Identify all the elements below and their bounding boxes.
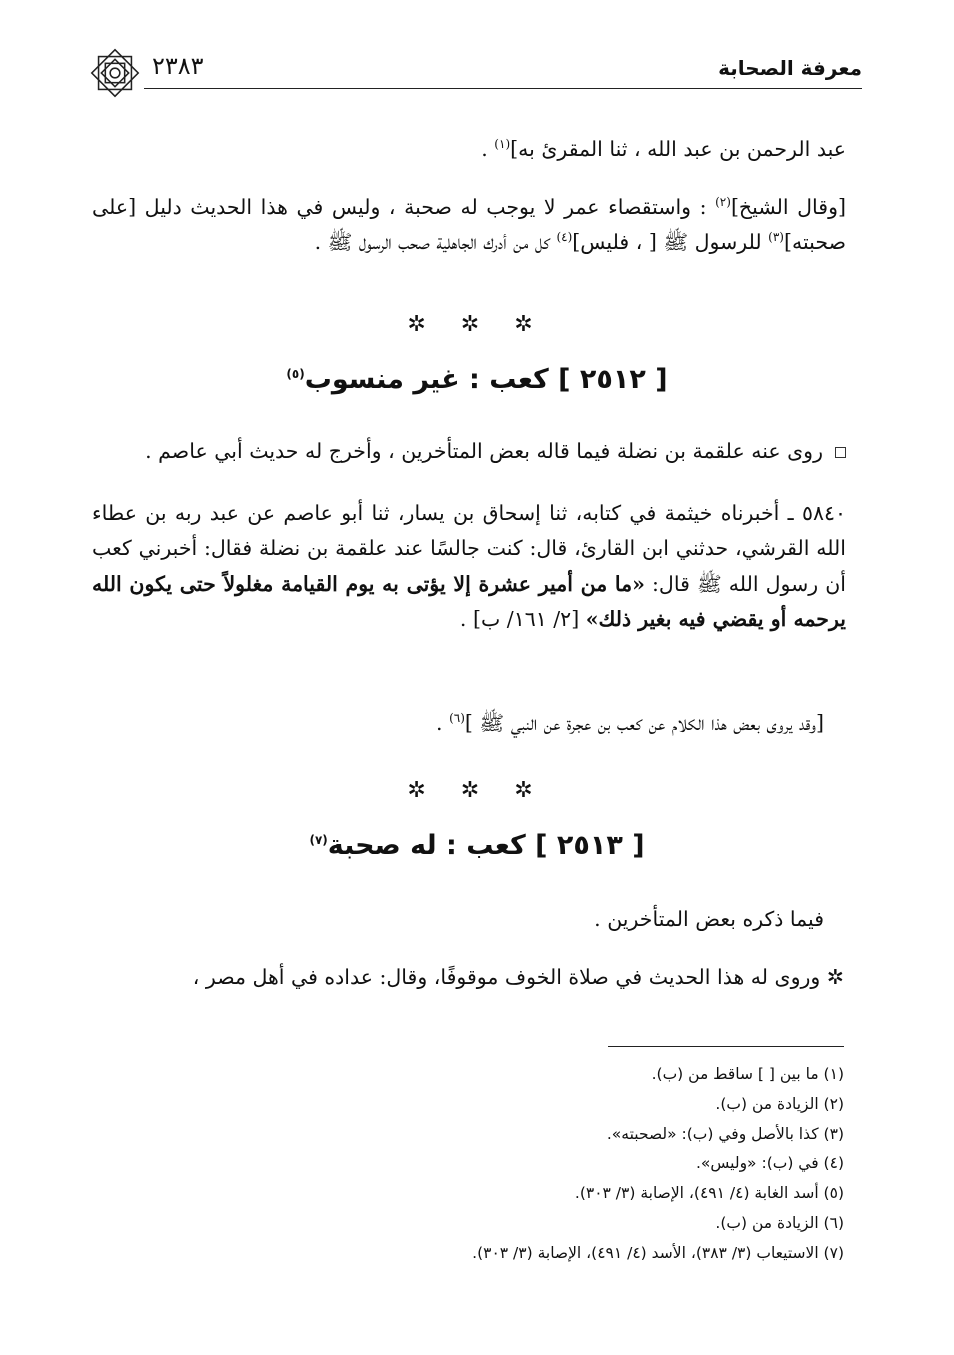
footnote-1: (١) ما بين [ ] ساقط من (ب). (651, 1065, 844, 1083)
paragraph-sheikh-comment (92, 190, 846, 260)
footnote-ref: (٣) (768, 230, 784, 245)
text-segment: [وقال الشيخ] (730, 195, 846, 219)
text-segment: [على صحبته] (92, 195, 846, 254)
hadith-matn: «ما من أمير عشرة إلا يؤتى به يوم القيامة مغلولاً حتى يكون الله يرحمه أو يقضي فيه بغير ذلك» (92, 571, 846, 631)
paragraph-tail: . (436, 711, 450, 735)
footnote-7: (٧) الاستيعاب (٣/ ٣٨٣)، الأسد (٤/ ٤٩١)، الإصابة (٣/ ٣٠٣). (472, 1243, 844, 1262)
page-number: ٢٣٨٣ (152, 52, 204, 80)
text-segment: : واستقصاء عمر لا يوجب له صحبة ، وليس في هذا الحديث دليل (144, 195, 716, 219)
paragraph-continuation (92, 132, 846, 167)
entry-heading-2513 (0, 830, 954, 861)
footnote-ref: (٧) (309, 833, 328, 847)
footnote-ref: (١) (494, 137, 511, 152)
paragraph-note (92, 706, 824, 741)
paragraph-narration (92, 434, 846, 469)
footnotes (300, 1060, 844, 1268)
text-segment: للرسول ﷺ [ ، فليس] (572, 229, 769, 254)
paragraph-text: [وقد يروى بعض هذا الكلام عن كعب بن عجرة عن النبي ﷺ ] (464, 711, 824, 735)
footnote-ref: (٤) (556, 230, 573, 245)
paragraph-text: فيما ذكره بعض المتأخرين . (594, 907, 824, 931)
entry-heading-2512 (0, 364, 954, 395)
footnote-3: (٣) كذا بالأصل وفي (ب): «لصحبته». (606, 1124, 844, 1143)
manuscript-ref: [٢/ ١٦١/ ب] . (459, 606, 586, 631)
footnote-ref: (٦) (449, 711, 465, 726)
section-separator: ✲ ✲ ✲ (407, 312, 547, 337)
footnote-rule (608, 1046, 844, 1047)
footnote-ref: (٢) (715, 195, 731, 210)
paragraph-text: روى عنه علقمة بن نضلة فيما قاله بعض المتأخرين ، وأخرج له حديث أبي عاصم . (145, 439, 823, 463)
header-rule (144, 88, 862, 89)
hadith-5840 (92, 496, 846, 637)
running-title: معرفة الصحابة (718, 56, 862, 80)
section-separator: ✲ ✲ ✲ (407, 778, 547, 803)
footnote-5: (٥) أسد الغابة (٤/ ٤٩١)، الإصابة (٣/ ٣٠٣). (574, 1184, 844, 1202)
paragraph-narration-2 (92, 960, 844, 995)
paragraph-text: عبد الرحمن بن عبد الله ، ثنا المقرئ به] (510, 137, 846, 161)
eight-point-star-icon (86, 44, 144, 102)
heading-text: [ ٢٥١٢ ] كعب : غير منسوب (304, 364, 668, 395)
paragraph-mention (92, 902, 824, 937)
heading-text: [ ٢٥١٣ ] كعب : له صحبة (327, 830, 645, 861)
text-segment: كل من أدرك الجاهلية صحب الرسول ﷺ . (314, 229, 557, 254)
footnote-2: (٢) الزيادة من (ب). (715, 1094, 844, 1113)
paragraph-text: ✲ وروى له هذا الحديث في صلاة الخوف موقوفًا، وقال: عداده في أهل مصر ، (192, 965, 844, 989)
page-header (92, 52, 862, 92)
hadith-isnad: ٥٨٤٠ ـ أخبرناه خيثمة في كتابه، ثنا إسحاق بن يسار، ثنا أبو عاصم عن عبد ربه بن عطاء الله القرشي، حدثني ابن القارئ، قال: كنت جالسًا عند علقمة بن نضلة فقال: أخبرني كعب أن رسول الله ﷺ قال: (92, 501, 846, 596)
footnote-4: (٤) في (ب): «وليس». (696, 1154, 844, 1173)
footnote-6: (٦) الزيادة من (ب). (715, 1213, 844, 1232)
square-bullet-icon (835, 447, 846, 458)
paragraph-tail: . (481, 137, 495, 161)
footnote-ref: (٥) (286, 367, 305, 381)
